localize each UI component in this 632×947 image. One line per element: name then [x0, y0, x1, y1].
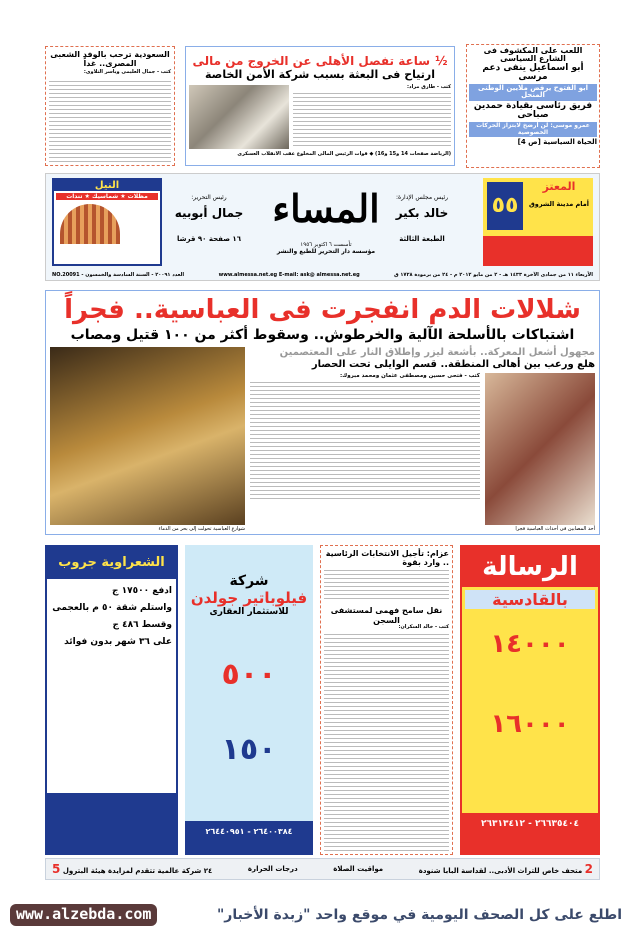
- editor-name: جمال أبوبيه: [174, 206, 244, 220]
- byline: كتب - فتحى حسين ومصطفى عثمان ومحمد مبروك:: [339, 373, 480, 380]
- subheadline: ابو الفتوح يرفض ملايين الوطنى المنحل: [469, 84, 597, 101]
- editor-label: رئيس التحرير:: [191, 194, 227, 201]
- lead-sub2: هلع ورعب بين أهالى المنطقة.. قسم الوايلى تحت الحصار: [311, 358, 595, 370]
- ad-line: وقسط ٤٨٦ ج: [112, 620, 172, 630]
- founded: تأسست ٦ اكتوبر ١٩٥٦: [300, 242, 352, 248]
- top-story-sports[interactable]: [185, 46, 455, 166]
- ad-sub: أمام مدينة الشروق: [529, 200, 589, 208]
- fraction: ½: [435, 54, 448, 68]
- prayer-times: مواقيت الصلاة: [333, 865, 384, 873]
- promo-banner[interactable]: [0, 895, 632, 935]
- top-story-politics[interactable]: [466, 44, 600, 168]
- caption: شوارع العباسية تحولت إلى بحر من الدماء: [158, 526, 245, 532]
- ad-price: ٥٠٠: [221, 657, 277, 692]
- weather: درجات الحرارة: [247, 865, 298, 873]
- ad-brand: فيلوباتير جولدن: [190, 589, 308, 607]
- promo-url[interactable]: www.alzebda.com: [10, 904, 157, 925]
- board-name: خالد بكير: [395, 206, 449, 220]
- article-text: [293, 90, 451, 146]
- ad-brand: الرسالة: [462, 547, 598, 587]
- ad-brand: الشعراوية جروب: [47, 547, 176, 579]
- lead-headline: شلالات الدم انفجرت فى العباسية.. فجراً: [64, 295, 581, 325]
- byline: كتب - طارق مراد:: [407, 83, 451, 90]
- publisher: مؤسسة دار التحرير للطبع والنشر: [276, 248, 376, 255]
- ad-sub: بالقادسية: [465, 590, 595, 609]
- headline: نقل سامح فهمى لمستشفى السجن: [330, 606, 443, 625]
- ad-brand: المعتز: [542, 180, 576, 193]
- board-label: رئيس مجلس الإدارة:: [395, 194, 449, 201]
- ad-almoataz[interactable]: [483, 178, 593, 266]
- lead-sub1: مجهول أشعل المعركة.. بأشعة ليزر وإطلاق النار على المعتصمين: [279, 347, 595, 359]
- ad-line: ادفع ١٧٥٠٠ ج: [112, 586, 172, 596]
- subheadline: عمرو موسى: لن أرضخ لابتزاز الحركات الخصوصية: [469, 122, 597, 137]
- headline: أبو اسماعيل ينفى دعم مرسى: [482, 62, 584, 83]
- ad-nile[interactable]: [52, 178, 162, 266]
- ad-phones: ٢٦٤٠٠٣٨٤ - ٢٦٤٤٠٩٥١: [185, 821, 313, 855]
- ad-line: على ٣٦ شهر بدون فوائد: [64, 637, 172, 647]
- headline: عزام: تأجيل الانتخابات الرئاسية .. وارد بقوة: [325, 549, 449, 568]
- issue-number: العدد ٢٠٠٩١ - السنة السادسة والخمسون - NO.20091: [52, 272, 185, 278]
- lead-deck: اشتباكات بالأسلحة الآلية والخرطوش.. وسقوط أكثر من ١٠٠ قتيل ومصاب: [70, 327, 575, 343]
- ad-philopater[interactable]: [185, 545, 313, 855]
- caption: أحد المصابين فى أحداث العباسية فجرا: [515, 526, 595, 532]
- strip-item[interactable]: 2 متحف خاص للتراث الأدبى.. لقداسة البابا شنودة: [418, 862, 593, 876]
- date: الأربعاء ١١ من جمادى الآخرة ١٤٣٣ هـ - ٢ من مايو ٢٠١٢ م - ٢٤ من برمودة ١٧٢٨ ق: [394, 272, 593, 278]
- article-text: [324, 631, 449, 851]
- ad-price: ١٥٠: [221, 732, 277, 767]
- edition: الطبعة الثالثة: [399, 234, 445, 243]
- article-text: [324, 567, 449, 602]
- ad-sub: للاستثمار العقارى: [209, 607, 289, 617]
- ad-price: ١٤٠٠٠: [490, 629, 570, 659]
- photo-mali-troops: [189, 85, 289, 149]
- byline: كتب - جمال العليمى وياسر التلاوى:: [83, 69, 171, 76]
- subheadline: ارتياح فى البعثة بسبب شركة الأمن الخاصة: [205, 68, 435, 81]
- headline: ساعة تفصل الأهلى عن الخروج من مالى: [192, 54, 431, 68]
- news-column[interactable]: [320, 545, 453, 855]
- ad-brand: النيل: [54, 180, 160, 191]
- pages-price: ١٦ صفحة ٩٠ قرشا: [177, 234, 241, 243]
- ad-number: ٥٥: [487, 182, 523, 230]
- lead-story[interactable]: [45, 290, 600, 535]
- website[interactable]: www.almessa.net.eg E-mail: ask@ almessa.net.eg: [218, 272, 360, 278]
- strip-item[interactable]: ٢٤ شركة عالمية تتقدم لمزايدة هيئة البترول 5: [52, 862, 213, 876]
- photo-street: [50, 347, 245, 525]
- ad-phones: ٢٦٦٣٥٤٠٤ - ٢٦٣١٣٤١٢: [462, 813, 598, 853]
- ad-items: مظلات ★ شماسيك ★ تندات: [56, 193, 158, 200]
- headline: السعودية ترحب بالوفد الشعبى المصرى.. غداً: [50, 50, 170, 69]
- logo: المساء: [272, 186, 380, 231]
- ad-price: ١٦٠٠٠: [490, 709, 570, 739]
- headline: فريق رئاسى بقيادة حمدين صباحى: [473, 101, 593, 121]
- ad-line: واستلم شقة ٥٠ م بالعجمى: [52, 603, 172, 613]
- section-ref: الحياة السياسية [ص 4]: [517, 138, 597, 147]
- masthead: [45, 173, 600, 281]
- ad-sharawia[interactable]: [45, 545, 178, 855]
- article-text: [250, 379, 480, 499]
- index-strip: [45, 858, 600, 880]
- section-ref: (الرياضة صفحات 14 و15 و16) ◆ قوات الرئيس المالى المخلوع عقب الانقلاب العسكرى: [237, 150, 451, 157]
- headline: اللعب على المكشوف فى الشارع السياسى: [483, 46, 583, 64]
- ad-risala[interactable]: [460, 545, 600, 855]
- byline: كتب - خالد السكران:: [398, 623, 449, 630]
- awning-image: [60, 204, 120, 244]
- top-story-saudi[interactable]: [45, 46, 175, 166]
- promo-text: اطلع على كل الصحف اليومية في موقع واحد "زبدة الأخبار": [216, 906, 622, 923]
- ad-company: شركة: [229, 573, 269, 589]
- article-text: [49, 78, 171, 166]
- photo-injured: [485, 373, 595, 525]
